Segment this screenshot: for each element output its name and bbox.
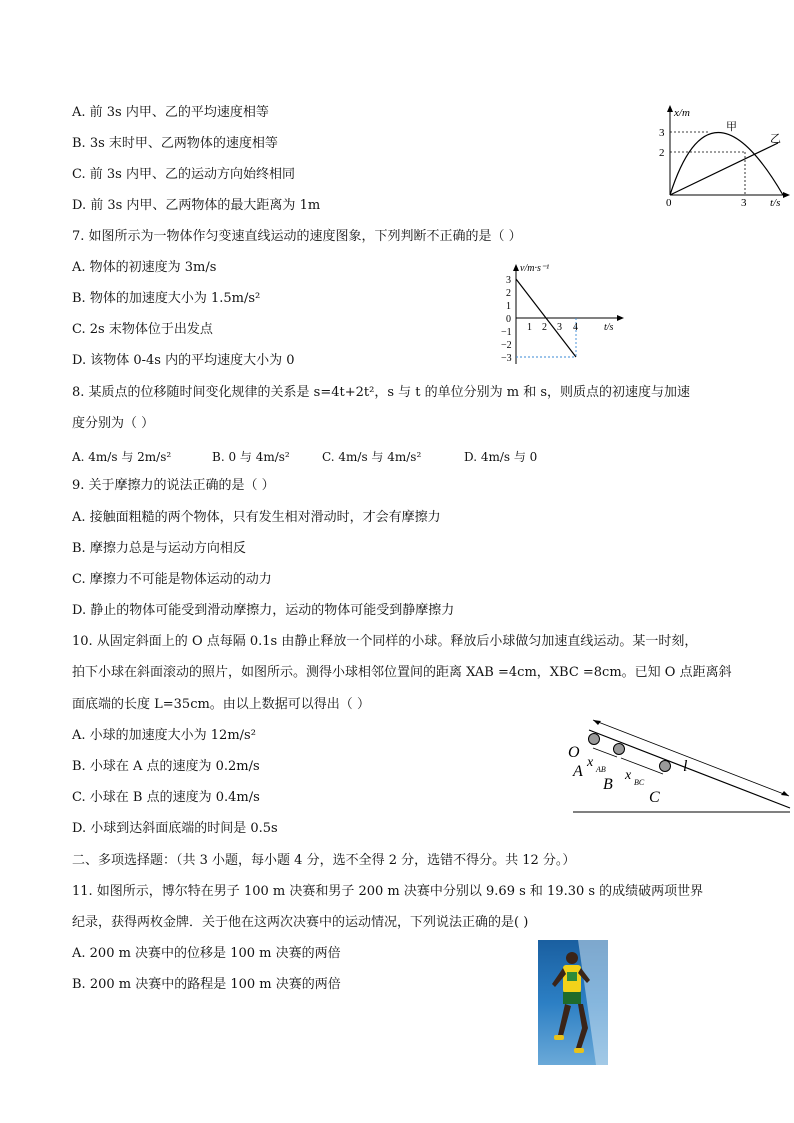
label-x-bc-sub: BC (634, 778, 645, 787)
q6-option-c: C. 前 3s 内甲、乙的运动方向始终相同 (72, 167, 295, 182)
q9-option-c: C. 摩擦力不可能是物体运动的动力 (72, 572, 272, 587)
q8-stem-line2: 度分别为（ ） (72, 416, 155, 431)
label-o: O (568, 744, 580, 761)
q7-option-c: C. 2s 末物体位于出发点 (72, 322, 213, 337)
q10-option-b: B. 小球在 A 点的速度为 0.2m/s (72, 759, 260, 774)
tick-y-neg1: −1 (501, 327, 512, 338)
ball-o (589, 734, 600, 745)
tick-x-4: 4 (573, 322, 578, 333)
q6-option-a: A. 前 3s 内甲、乙的平均速度相等 (72, 105, 269, 120)
q10-option-d: D. 小球到达斜面底端的时间是 0.5s (72, 821, 278, 836)
q11-option-b: B. 200 m 决赛中的路程是 100 m 决赛的两倍 (72, 977, 341, 992)
q10-option-c: C. 小球在 B 点的速度为 0.4m/s (72, 790, 260, 805)
q8-stem-line1: 8. 某质点的位移随时间变化规律的关系是 s=4t+2t²，s 与 t 的单位分别为 m 和 s，则质点的初速度与加速 (72, 385, 691, 400)
q8-option-a: A. 4m/s 与 2m/s² (72, 450, 172, 464)
label-b: B (603, 776, 613, 793)
x-axis-label: t/s (604, 322, 614, 333)
curve1-label: 甲 (726, 121, 737, 133)
q9-option-a: A. 接触面粗糙的两个物体，只有发生相对滑动时，才会有摩擦力 (72, 510, 441, 525)
q6-option-d: D. 前 3s 内甲、乙两物体的最大距离为 1m (72, 198, 321, 213)
q9-stem: 9. 关于摩擦力的说法正确的是（ ） (72, 478, 275, 493)
y-axis-label: v/m·s⁻¹ (520, 263, 550, 274)
q11-option-a: A. 200 m 决赛中的位移是 100 m 决赛的两倍 (72, 946, 341, 961)
tick-y-2: 2 (659, 147, 665, 159)
q8-option-b: B. 0 与 4m/s² (212, 450, 290, 464)
q11-stem-line2: 纪录，获得两枚金牌．关于他在这两次决赛中的运动情况，下列说法正确的是( ) (72, 915, 529, 930)
label-a: A (573, 763, 583, 780)
y-axis-label: x/m (674, 107, 690, 119)
ball-b (614, 744, 625, 755)
label-c: C (649, 789, 660, 806)
q10-incline-figure (565, 716, 794, 820)
q8-option-d: D. 4m/s 与 0 (464, 450, 538, 464)
q9-option-b: B. 摩擦力总是与运动方向相反 (72, 541, 246, 556)
q6-xt-graph (650, 100, 794, 210)
label-l: l (683, 758, 688, 775)
tick-y-0: 0 (506, 314, 511, 325)
q6-option-b: B. 3s 末时甲、乙两物体的速度相等 (72, 136, 278, 151)
tick-x-2: 2 (542, 322, 547, 333)
tick-x-0: 0 (666, 197, 672, 209)
tick-x-1: 1 (527, 322, 532, 333)
q7-option-a: A. 物体的初速度为 3m/s (72, 260, 217, 275)
q9-option-d: D. 静止的物体可能受到滑动摩擦力，运动的物体可能受到静摩擦力 (72, 603, 455, 618)
runner-photo (538, 940, 608, 1065)
x-axis-label: t/s (770, 197, 781, 209)
q7-option-b: B. 物体的加速度大小为 1.5m/s² (72, 291, 261, 306)
tick-y-2: 2 (506, 288, 511, 299)
tick-y-neg2: −2 (501, 340, 512, 351)
tick-x-3: 3 (557, 322, 562, 333)
line-yi (670, 143, 778, 195)
section2-title: 二、多项选择题：（共 3 小题，每小题 4 分，选不全得 2 分，选错不得分。共 12 分。） (72, 853, 576, 868)
tick-x-3: 3 (741, 197, 747, 209)
label-x-ab: x (587, 755, 594, 770)
tick-y-3: 3 (659, 127, 665, 139)
q10-option-a: A. 小球的加速度大小为 12m/s² (72, 728, 256, 743)
q7-option-d: D. 该物体 0-4s 内的平均速度大小为 0 (72, 353, 295, 368)
q8-option-c: C. 4m/s 与 4m/s² (322, 450, 422, 464)
tick-y-3: 3 (506, 275, 511, 286)
ball-c (660, 761, 671, 772)
q7-stem: 7. 如图所示为一物体作匀变速直线运动的速度图象，下列判断不正确的是（ ） (72, 229, 522, 244)
q7-vt-graph (500, 258, 630, 370)
label-x-bc: x (625, 768, 632, 783)
q10-stem-line2: 拍下小球在斜面滚动的照片，如图所示。测得小球相邻位置间的距离 XAB =4cm，XBC =8cm。已知 O 点距离斜 (72, 665, 732, 680)
incline-surface (589, 730, 790, 808)
label-x-ab-sub: AB (596, 765, 606, 774)
q10-stem-line3: 面底端的长度 L=35cm。由以上数据可以得出（ ） (72, 697, 370, 712)
tick-y-neg3: −3 (501, 353, 512, 364)
q11-stem-line1: 11. 如图所示，博尔特在男子 100 m 决赛和男子 200 m 决赛中分别以 9.69 s 和 19.30 s 的成绩破两项世界 (72, 884, 704, 899)
curve-jia (670, 133, 783, 196)
curve2-label: 乙 (770, 133, 781, 145)
tick-y-1: 1 (506, 301, 511, 312)
length-l-line (593, 720, 789, 796)
q10-stem-line1: 10. 从固定斜面上的 O 点每隔 0.1s 由静止释放一个同样的小球。释放后小球做匀加速直线运动。某一时刻， (72, 634, 698, 649)
